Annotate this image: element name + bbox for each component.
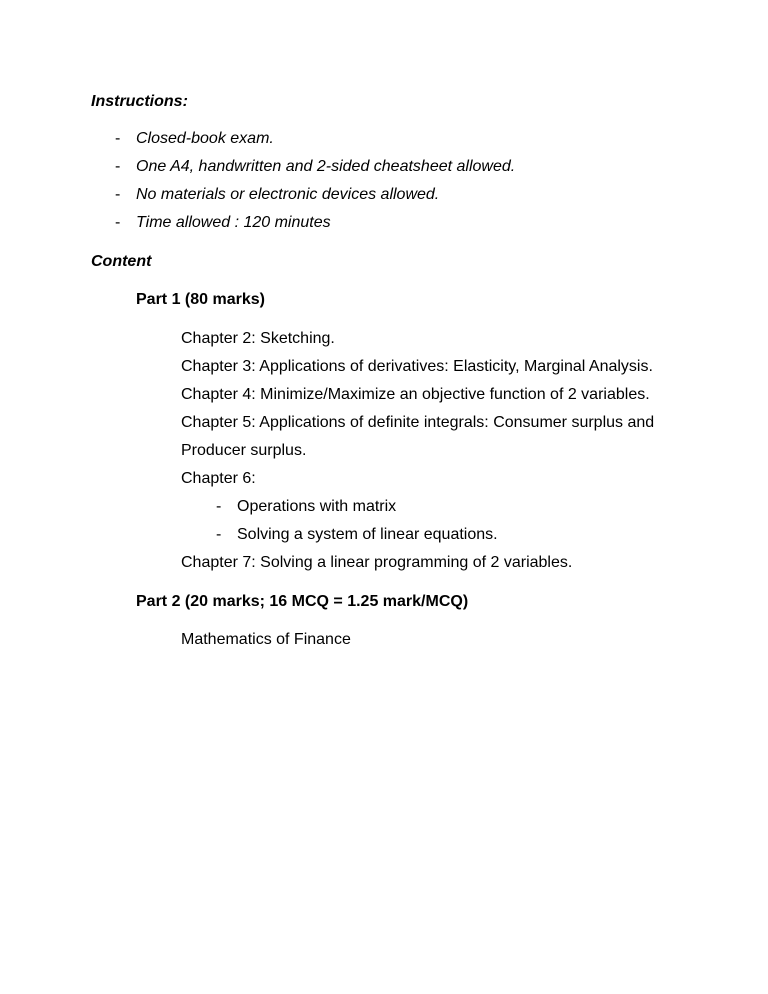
- chapter-3: Chapter 3: Applications of derivatives: Elasticity, Marginal Analysis.: [181, 358, 653, 375]
- bullet-dash: -: [216, 498, 222, 515]
- bullet-dash: -: [115, 214, 121, 231]
- bullet-dash: -: [216, 526, 222, 543]
- instructions-heading: Instructions:: [91, 93, 188, 110]
- chapter-6-item: Solving a system of linear equations.: [237, 526, 498, 543]
- chapter-2: Chapter 2: Sketching.: [181, 330, 335, 347]
- chapter-7: Chapter 7: Solving a linear programming of 2 variables.: [181, 554, 573, 571]
- content-heading: Content: [91, 253, 152, 270]
- bullet-dash: -: [115, 158, 121, 175]
- chapter-6: Chapter 6:: [181, 470, 256, 487]
- part1-title: Part 1 (80 marks): [136, 291, 265, 308]
- chapter-6-item: Operations with matrix: [237, 498, 397, 515]
- instruction-item: Time allowed : 120 minutes: [136, 214, 331, 231]
- bullet-dash: -: [115, 186, 121, 203]
- chapter-5-line2: Producer surplus.: [181, 442, 307, 459]
- bullet-dash: -: [115, 130, 121, 147]
- part2-topic: Mathematics of Finance: [181, 631, 351, 648]
- part2-title: Part 2 (20 marks; 16 MCQ = 1.25 mark/MCQ): [136, 593, 469, 610]
- chapter-5-line1: Chapter 5: Applications of definite integrals: Consumer surplus and: [181, 414, 655, 431]
- instruction-item: Closed-book exam.: [136, 130, 274, 147]
- chapter-4: Chapter 4: Minimize/Maximize an objective function of 2 variables.: [181, 386, 650, 403]
- instruction-item: One A4, handwritten and 2-sided cheatsheet allowed.: [136, 158, 516, 175]
- instruction-item: No materials or electronic devices allowed.: [136, 186, 440, 203]
